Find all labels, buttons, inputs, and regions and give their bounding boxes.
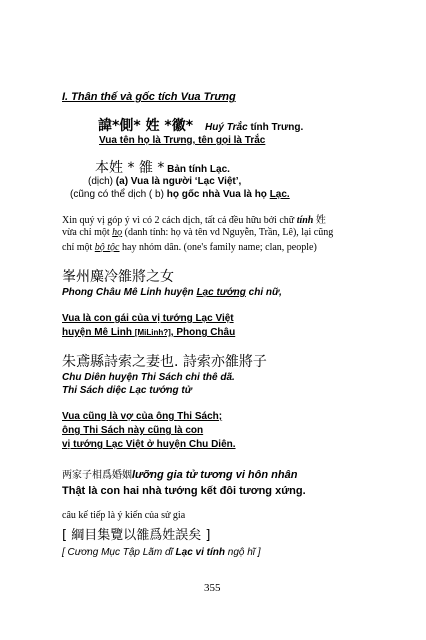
cjk-cuong-muc: [ 綱目集覽以雒爲姓誤矣 ] <box>62 528 211 543</box>
luong-gia-rest: lưỡng gia tử tương vi hôn nhân <box>132 469 298 481</box>
line-vi-tuong: vị tướng Lạc Việt ở huyện Chu Diên. <box>62 439 236 450</box>
ban-tinh-rest: Bản tính Lạc. <box>164 164 230 175</box>
line-chu-dien: Chu Diên huyện Thi Sách chi thê dã. <box>62 372 235 383</box>
line-dich-a <box>88 176 241 187</box>
line-thi-sach-diec: Thi Sách diệc Lạc tướng tử <box>62 385 192 396</box>
dich-b-bold: họ gốc nhà Vua là họ <box>166 189 270 200</box>
dich-a-bold: (a) Vua là người ‘Lạc Việt’, <box>115 176 242 187</box>
line-cuong-muc <box>62 547 261 558</box>
cjk-ban-tinh: 本姓 * 雒 * <box>95 160 165 176</box>
line-cau-ke-tiep: câu kế tiếp là ý kiến của sử gia <box>62 510 186 521</box>
phong-chau-a: Phong Châu Mê Linh huyện <box>62 287 197 298</box>
phong-chau-c: chi nữ, <box>245 287 282 298</box>
me-linh-b: [MiLinh?] <box>134 328 171 337</box>
dich-b-pre: (cũng có thể dịch ( b) <box>70 189 167 200</box>
line-ong-thi-sach: ông Thi Sách này cũng là con <box>62 425 204 436</box>
line-huyen-me-linh <box>62 327 235 338</box>
para-3a: chỉ một <box>62 242 95 253</box>
dich-b-underlined: Lạc. <box>269 189 290 200</box>
para-line-1 <box>62 211 326 226</box>
cuong-muc-c: ngộ hĩ ] <box>225 547 261 558</box>
line-phong-chau <box>62 287 282 298</box>
para-1a: Xin quý vị góp ý vì có 2 cách dịch, tất cả đều hữu bởi chữ <box>62 215 297 226</box>
cjk-luong-gia: 两家子相爲婚姻 <box>62 470 132 481</box>
phong-chau-b: Lạc tướng <box>196 287 246 298</box>
para-2c: (danh tính: họ và tên vd Nguyễn, Trần, Lê), lại cũng <box>122 227 334 238</box>
para-3c: hay nhóm dân. (one's family name; clan, people) <box>119 242 317 253</box>
line-vua-ten-ho: Vua tên họ là Trưng, tên gọi là Trắc <box>99 135 266 146</box>
line-huy-trac <box>98 115 303 135</box>
cjk-huy-trac: 諱*側* 姓 *徽* <box>98 118 194 134</box>
page-number: 355 <box>204 582 221 594</box>
me-linh-c: , Phong Châu <box>170 327 236 338</box>
line-that-la-con: Thật là con hai nhà tướng kết đôi tương xứng. <box>62 485 306 497</box>
para-2a: vừa chỉ một <box>62 227 113 238</box>
line-vua-la-con-gai: Vua là con gái của vị tướng Lạc Việt <box>62 313 234 324</box>
line-dich-b <box>70 189 290 200</box>
huy-trac-italic: Huý Trắc <box>205 122 248 133</box>
dich-a-pre: (dịch) <box>88 176 116 187</box>
para-1b: tính <box>296 215 314 226</box>
para-2b: họ <box>112 227 123 238</box>
section-heading: I. Thân thế và gốc tích Vua Trưng <box>62 91 236 103</box>
cuong-muc-a: [ Cương Mục Tập Lãm dĩ <box>62 547 176 558</box>
para-1c: 姓 <box>313 215 326 226</box>
cjk-phong-chau: 峯州麋冷雒將之女 <box>62 269 174 285</box>
para-line-2 <box>62 227 333 238</box>
cjk-chu-dien: 朱鳶縣詩索之妻也. 詩索亦雒將子 <box>62 354 267 370</box>
line-luong-gia <box>62 465 297 483</box>
para-line-3 <box>62 242 317 253</box>
para-3b: bộ tộc <box>94 242 120 253</box>
huy-trac-rest: tính Trưng. <box>247 122 304 133</box>
cuong-muc-b: Lạc vi tính <box>175 547 225 558</box>
line-ban-tinh <box>95 157 230 177</box>
me-linh-a: huyện Mê Linh <box>62 327 135 338</box>
line-vua-cung-la-vo: Vua cũng là vợ của ông Thi Sách; <box>62 411 223 422</box>
